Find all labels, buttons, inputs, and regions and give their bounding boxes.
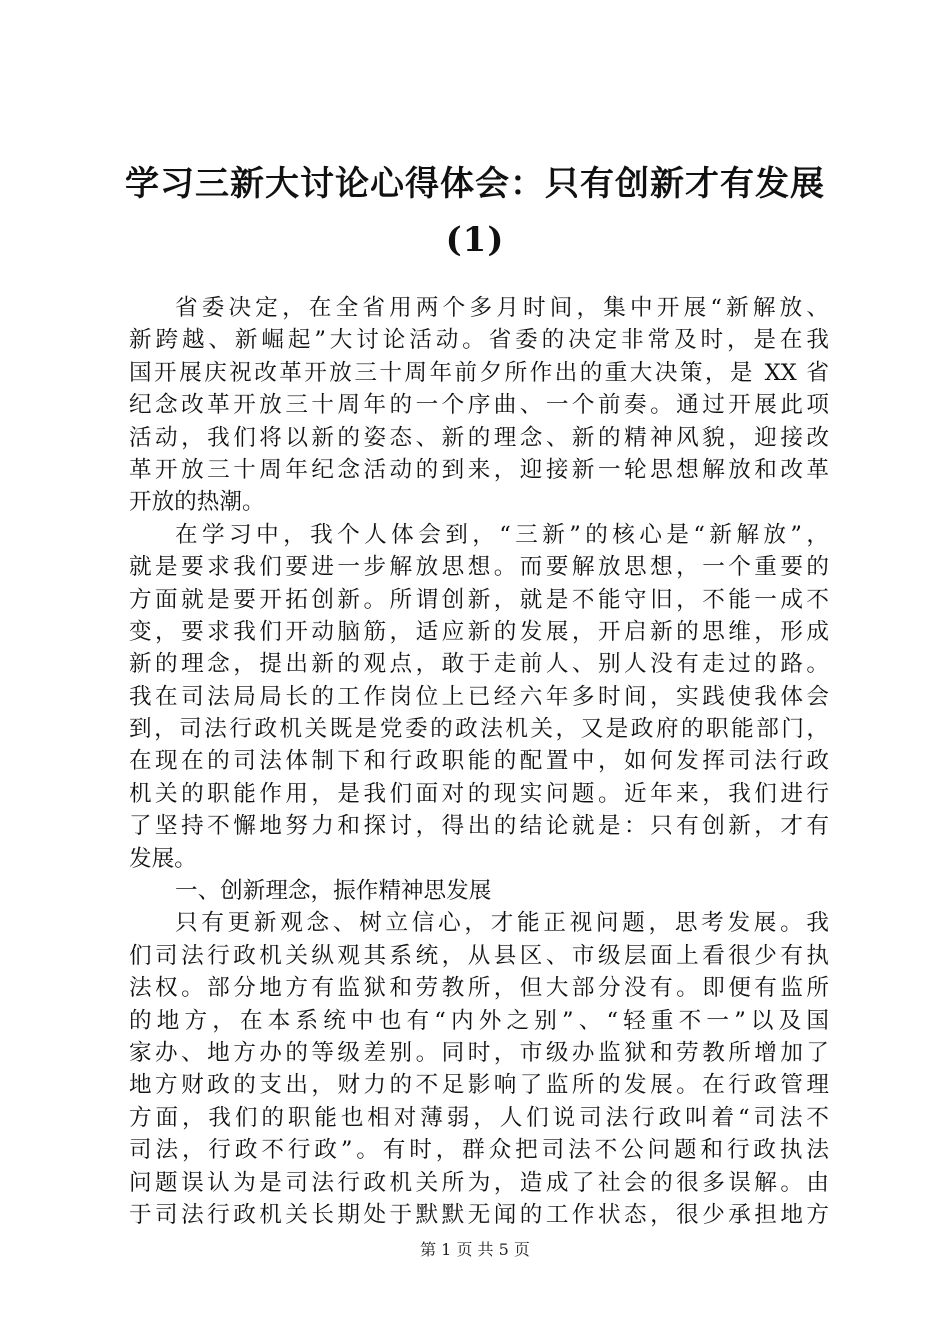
paragraph-line: 革开放三十周年纪念活动的到来，迎接新一轮思想解放和改革 [129, 456, 829, 483]
paragraph-line: 国开展庆祝改革开放三十周年前夕所作出的重大决策，是 XX 省 [129, 359, 829, 386]
paragraph-line: 发展。 [129, 845, 197, 872]
paragraph-line: 纪念改革开放三十周年的一个序曲、一个前奏。通过开展此项 [129, 392, 829, 419]
paragraph-line: 变，要求我们开动脑筋，适应新的发展，开启新的思维，形成 [129, 618, 829, 645]
paragraph-line: 方面就是要开拓创新。所谓创新，就是不能守旧，不能一成不 [129, 586, 829, 613]
paragraph-line: 就是要求我们要进一步解放思想。而要解放思想，一个重要的 [129, 554, 829, 581]
paragraph-line: 们司法行政机关纵观其系统，从县区、市级层面上看很少有执 [129, 942, 829, 969]
paragraph-line: 了坚持不懈地努力和探讨，得出的结论就是：只有创新，才有 [129, 813, 829, 840]
paragraph-line: 家办、地方办的等级差别。同时，市级办监狱和劳教所增加了 [129, 1039, 829, 1066]
paragraph-line: 新跨越、新崛起”大讨论活动。省委的决定非常及时，是在我 [129, 327, 829, 354]
paragraph-line: 问题误认为是司法行政机关所为，造成了社会的很多误解。由 [129, 1169, 829, 1196]
paragraph-line: 活动，我们将以新的姿态、新的理念、新的精神风貌，迎接改 [129, 424, 829, 451]
paragraph-line: 方面，我们的职能也相对薄弱，人们说司法行政叫着“司法不 [129, 1104, 829, 1131]
paragraph [129, 907, 829, 1231]
paragraph-line: 机关的职能作用，是我们面对的现实问题。近年来，我们进行 [129, 780, 829, 807]
paragraph-line: 一、创新理念，振作精神思发展 [175, 878, 492, 905]
paragraph-line: 法权。部分地方有监狱和劳教所，但大部分没有。即便有监所 [129, 975, 829, 1002]
document-body [129, 292, 829, 1231]
paragraph-line: 在学习中，我个人体会到，“三新”的核心是“新解放”， [175, 521, 829, 548]
paragraph-line: 开放的热潮。 [129, 489, 265, 516]
paragraph-line: 省委决定，在全省用两个多月时间，集中开展“新解放、 [175, 295, 829, 321]
paragraph-line: 新的理念，提出新的观点，敢于走前人、别人没有走过的路。 [129, 651, 829, 678]
document-title-suffix: (1) [445, 220, 505, 260]
document-title: 学习三新大讨论心得体会：只有创新才有发展 [125, 164, 825, 204]
paragraph-line: 于司法行政机关长期处于默默无闻的工作状态，很少承担地方 [129, 1201, 829, 1228]
paragraph-line: 地方财政的支出，财力的不足影响了监所的发展。在行政管理 [129, 1072, 829, 1099]
paragraph [129, 519, 829, 875]
page-footer: 第 1 页 共 5 页 [420, 1240, 530, 1259]
paragraph [129, 875, 829, 907]
paragraph-line: 到，司法行政机关既是党委的政法机关，又是政府的职能部门， [129, 716, 829, 743]
paragraph [129, 292, 829, 519]
paragraph-line: 司法，行政不行政”。有时，群众把司法不公问题和行政执法 [129, 1137, 829, 1164]
paragraph-line: 我在司法局局长的工作岗位上已经六年多时间，实践使我体会 [129, 683, 829, 710]
paragraph-line: 在现在的司法体制下和行政职能的配置中，如何发挥司法行政 [129, 748, 829, 775]
paragraph-line: 只有更新观念、树立信心，才能正视问题，思考发展。我 [175, 910, 829, 937]
paragraph-line: 的地方，在本系统中也有“内外之别”、“轻重不一”以及国 [129, 1007, 829, 1034]
